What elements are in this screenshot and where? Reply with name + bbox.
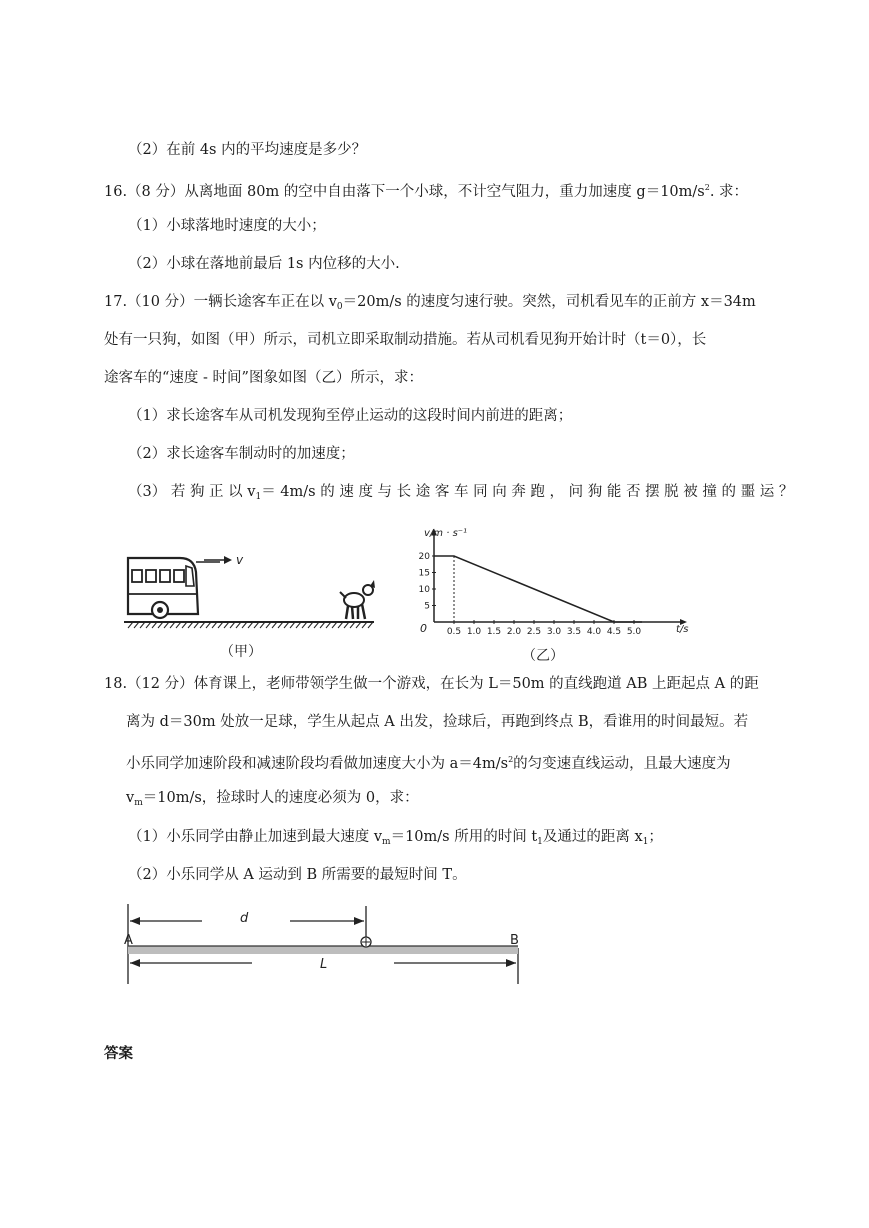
q16-stem-sup: 2 — [704, 183, 710, 192]
q17-stem1-b: ＝20m/s 的速度匀速行驶。突然，司机看见车的正前方 x＝34m — [342, 294, 756, 310]
x-tick-label: 1.5 — [486, 627, 502, 637]
figure-track — [118, 900, 538, 990]
x-tick-label: 1.0 — [466, 627, 482, 637]
q17-part3-b: ＝ 4m/s 的 速 度 与 长 途 客 车 同 向 奔 跑 ， 问 狗 能 否 摆 脱 被 撞 的 噩 运 ？ — [261, 484, 794, 500]
L-dimension — [130, 957, 516, 972]
figure-jia — [120, 540, 380, 665]
series-line — [434, 556, 642, 622]
q18-stem3-b: 的匀变速直线运动，且最大速度为 — [513, 756, 731, 772]
dog-drawing — [340, 580, 375, 619]
yi-caption: （乙） — [522, 648, 564, 664]
x-tick-label: 4.0 — [586, 627, 602, 637]
q18-stem4-b: ＝10m/s，捡球时人的速度必须为 0，求： — [142, 790, 419, 806]
figure-yi-chart — [410, 518, 700, 666]
q16-part1: （1）小球落地时速度的大小； — [128, 218, 326, 234]
origin-label: 0 — [420, 622, 427, 635]
q17-part3 — [128, 482, 793, 507]
y-axis-label: v/m · s⁻¹ — [424, 528, 468, 539]
d-label: d — [240, 911, 249, 926]
x-tick-label: 0.5 — [446, 627, 462, 637]
q17-stem1-a: 17.（10 分）一辆长途客车正在以 v — [104, 294, 337, 310]
q18-stem3-a: 小乐同学加速阶段和减速阶段均看做加速度大小为 a＝4m/s — [126, 756, 509, 772]
q17-stem-line2: 处有一只狗，如图（甲）所示，司机立即采取制动措施。若从司机看见狗开始计时（t＝0），长 — [104, 332, 707, 348]
q17-part1: （1）求长途客车从司机发现狗至停止运动的这段时间内前进的距离； — [128, 408, 573, 424]
q17-stem1-sub: 0 — [336, 302, 343, 312]
q17-stem-line3: 途客车的“速度 - 时间”图象如图（乙）所示，求： — [104, 370, 423, 386]
ball-icon — [361, 937, 371, 947]
q18-stem3-sup: 2 — [508, 755, 514, 764]
answer-heading: 答案 — [104, 1046, 133, 1062]
x-tick-label: 2.0 — [506, 627, 522, 637]
bus-drawing — [128, 558, 198, 618]
chart-axes — [431, 529, 687, 626]
q18-part1-sub: m — [382, 837, 391, 847]
q16-part2: （2）小球在落地前最后 1s 内位移的大小. — [128, 256, 400, 272]
y-tick-label: 5 — [424, 601, 430, 612]
x-tick-label: 3.5 — [566, 627, 582, 637]
q18-part1 — [128, 827, 663, 852]
q17-stem-line1 — [104, 292, 756, 317]
x-tick-label: 4.5 — [606, 627, 622, 637]
y-tick-label: 10 — [418, 585, 430, 595]
label-a: A — [124, 933, 133, 948]
q17-part2: （2）求长途客车制动时的加速度； — [128, 446, 355, 462]
q18-part1-sub3: 1 — [642, 837, 649, 847]
jia-arrow-label: v — [236, 553, 244, 567]
q16-stem-b: . 求： — [709, 184, 749, 200]
chart-ticks — [419, 552, 642, 637]
q17-part3-a: （3） 若 狗 正 以 v — [128, 484, 256, 500]
y-tick-label: 20 — [418, 552, 430, 562]
y-tick-label: 15 — [418, 568, 430, 579]
q18-part2: （2）小乐同学从 A 运动到 B 所需要的最短时间 T。 — [128, 867, 467, 883]
chart-series — [434, 556, 642, 622]
q18-stem4-a: v — [126, 790, 135, 806]
label-b: B — [510, 933, 519, 948]
q17-part3-sub: 1 — [255, 492, 262, 502]
track-bar — [128, 946, 518, 954]
x-tick-label: 3.0 — [546, 627, 562, 637]
q18-stem-line2: 离为 d＝30m 处放一足球，学生从起点 A 出发，捡球后，再跑到终点 B，看谁用的时间最短。若 — [126, 714, 749, 730]
q18-part1-a: （1）小乐同学由静止加速到最大速度 v — [128, 829, 383, 845]
q18-part1-d: ； — [648, 829, 663, 845]
x-tick-label: 2.5 — [526, 627, 542, 637]
q18-stem-line3 — [126, 750, 731, 774]
velocity-arrow — [196, 553, 244, 567]
q18-part1-c: 及通过的距离 x — [542, 829, 643, 845]
q18-stem-line4 — [126, 788, 419, 813]
x-axis-label: t/s — [676, 624, 689, 635]
q18-part1-sub2: 1 — [537, 837, 543, 847]
jia-caption: （甲） — [220, 644, 262, 660]
q16-stem-a: 16.（8 分）从离地面 80m 的空中自由落下一个小球，不计空气阻力，重力加速度 g＝10m/s — [104, 184, 705, 200]
L-label: L — [320, 957, 328, 972]
q15-part2: （2）在前 4s 内的平均速度是多少？ — [128, 142, 367, 158]
q18-stem-line1: 18.（12 分）体育课上，老师带领学生做一个游戏，在长为 L＝50m 的直线跑道 AB 上距起点 A 的距 — [104, 676, 759, 692]
q16-stem — [104, 178, 748, 202]
d-dimension — [130, 911, 364, 926]
q18-stem4-sub: m — [134, 798, 143, 808]
q18-part1-b: ＝10m/s 所用的时间 t — [390, 829, 538, 845]
x-tick-label: 5.0 — [626, 627, 642, 637]
